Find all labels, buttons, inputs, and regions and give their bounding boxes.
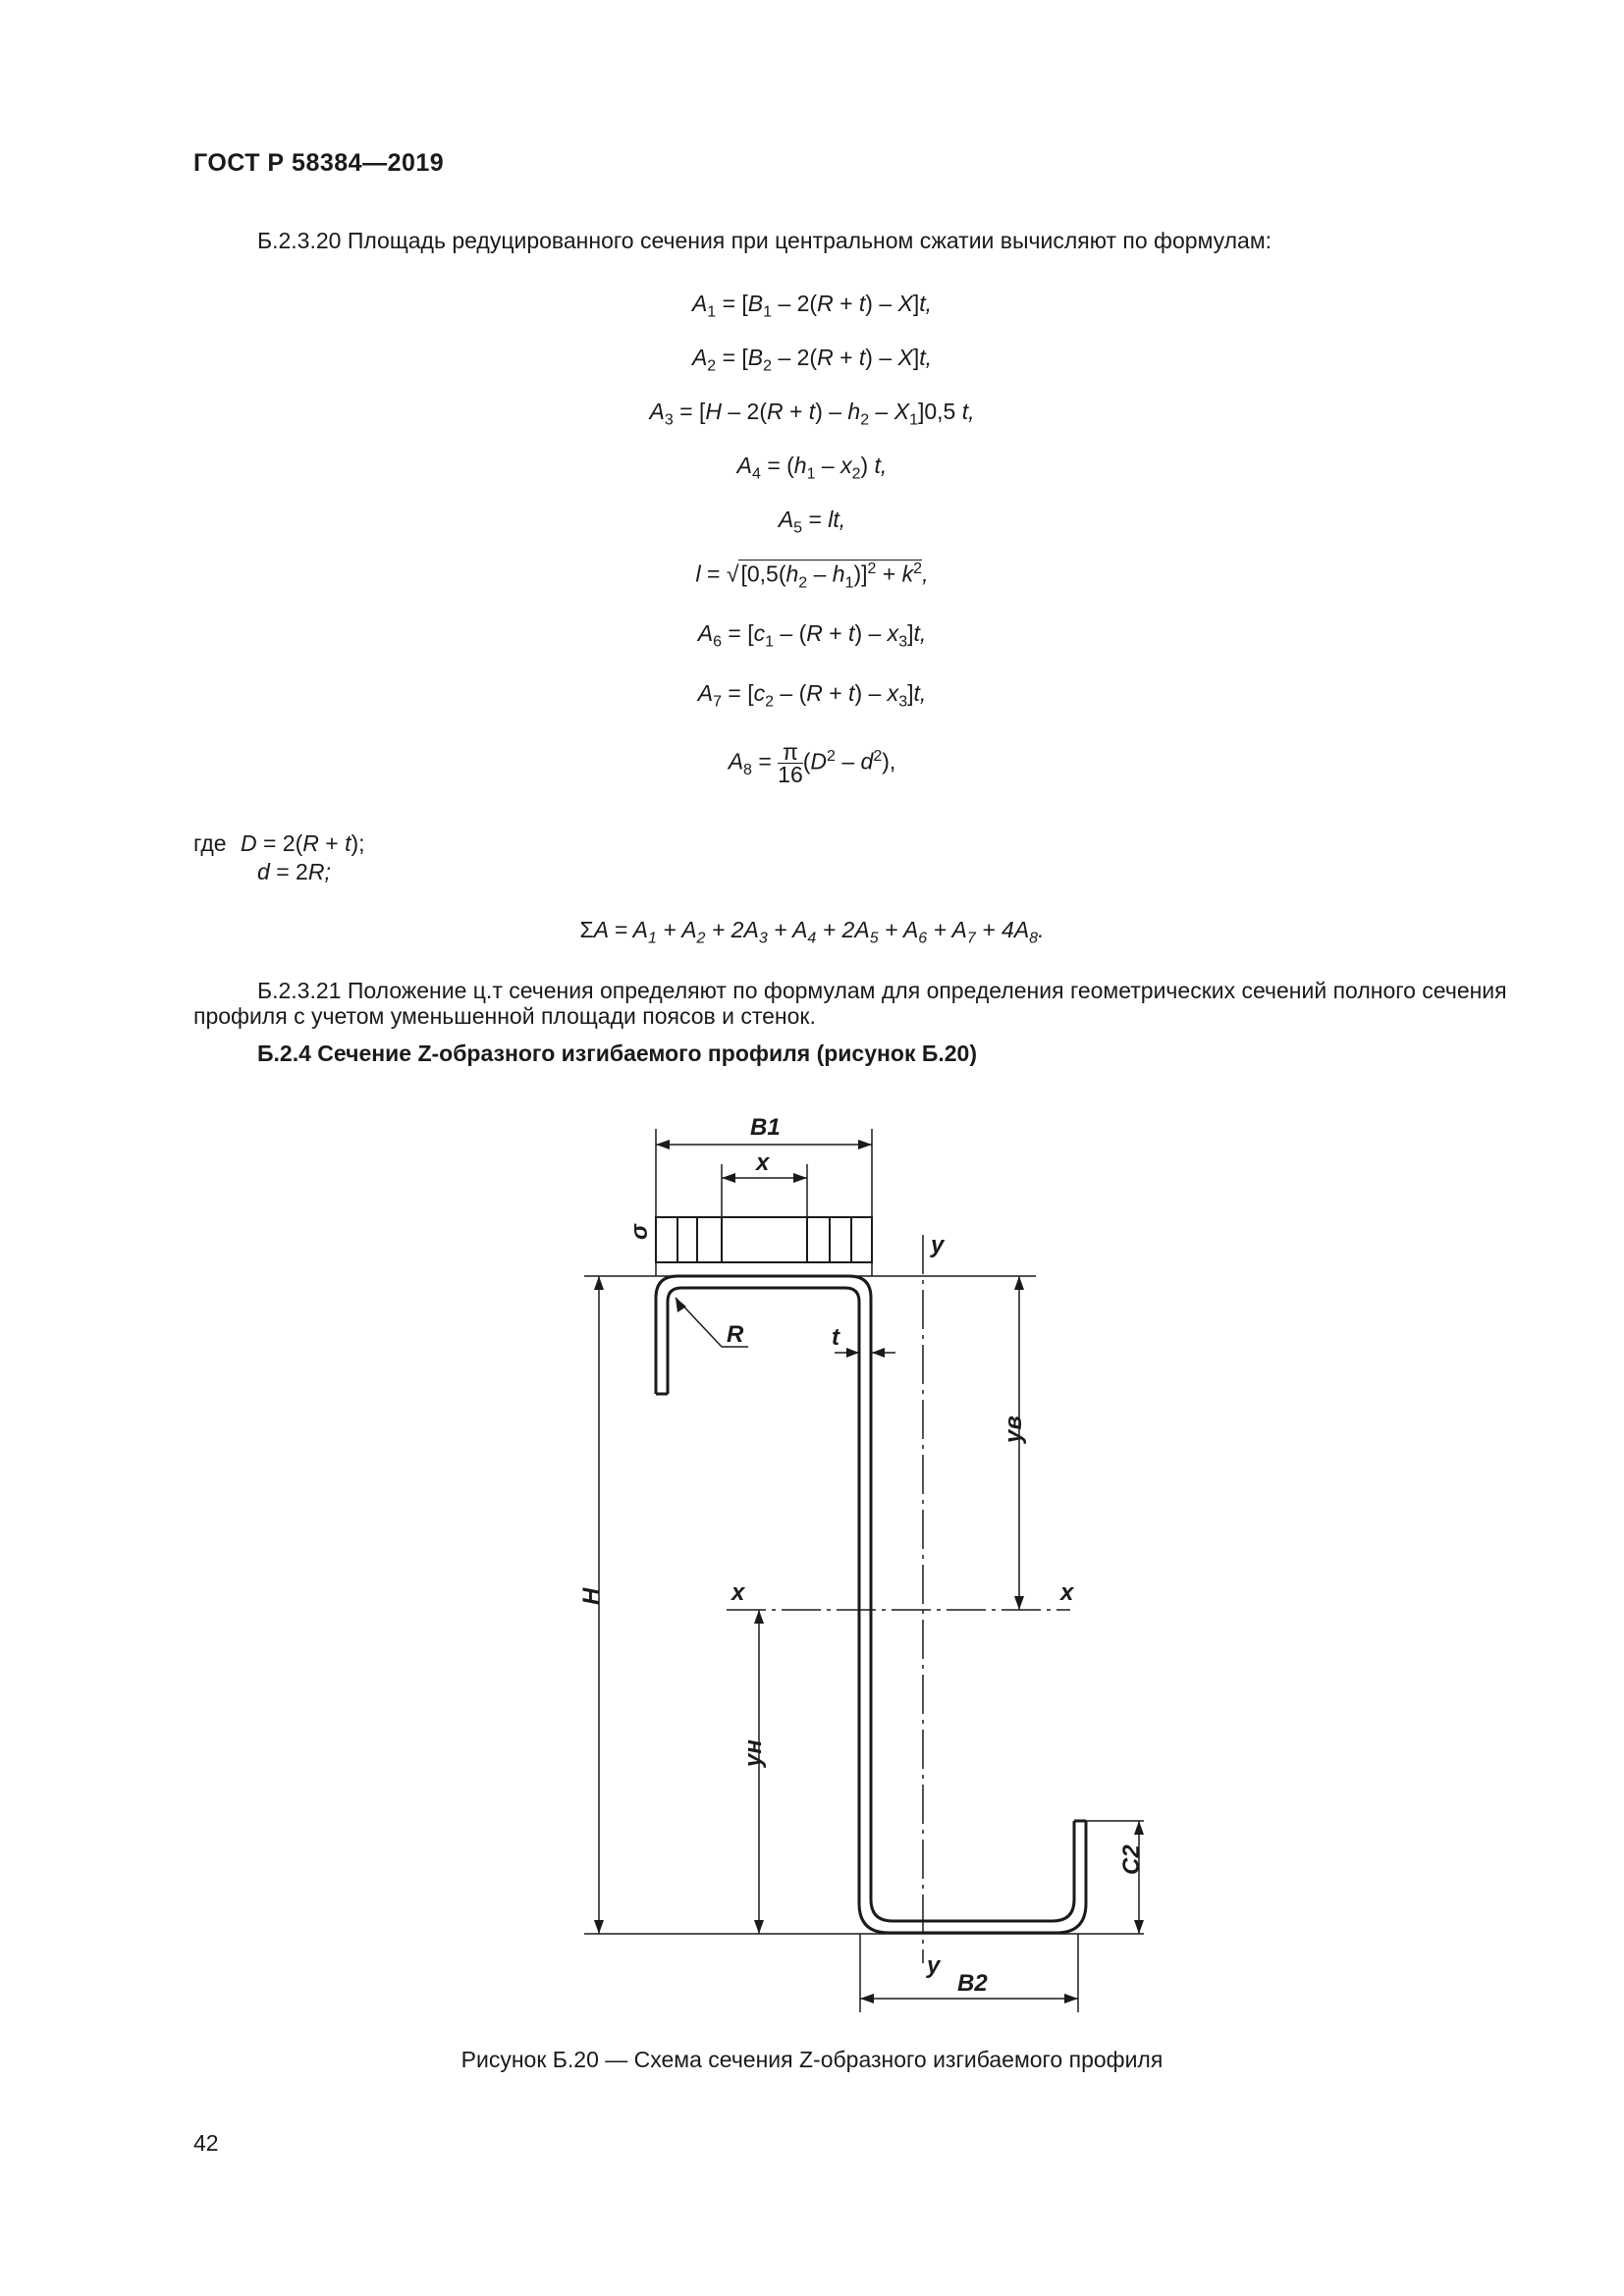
formula-a5: $A_5$ = lt,: [778, 507, 846, 537]
label-b2: B2: [957, 1970, 988, 1997]
document-header: ГОСТ Р 58384—2019: [193, 149, 445, 177]
formula-a4: $A_4 = (h_1 - x_2)$ t,: [736, 453, 888, 483]
label-b1: B1: [750, 1114, 781, 1141]
label-x-top: x: [756, 1149, 770, 1176]
figure-caption: Рисунок Б.20 — Схема сечения Z-образного изгибаемого профиля: [460, 2047, 1164, 2072]
where-d-small: d = 2R;: [257, 859, 331, 884]
label-r: R: [727, 1321, 744, 1348]
where-clause: где D = 2(R + t);: [193, 830, 365, 856]
formula-a3: $A_3 = [H - 2(R + t) - h_2 - X_1]0,5$ t,: [649, 399, 975, 429]
stress-block: [656, 1217, 872, 1262]
paragraph-b2320: Б.2.3.20 Площадь редуцированного сечения при центральном сжатии вычисляют по формулам:: [257, 228, 1272, 253]
label-t: t: [832, 1324, 839, 1351]
label-x-left: x: [731, 1579, 745, 1606]
formula-a1: $A_1 = [B_1 - 2(R + t) - X]t$,: [691, 291, 933, 321]
label-h: H: [578, 1587, 605, 1605]
formula-l: $l = √[0,5(h_2 - h_1)]^2 + k^2$,: [695, 561, 929, 592]
label-y-bottom: y: [927, 1952, 941, 1979]
formula-a2: $A_2 = [B_2 - 2(R + t) - X]t$,: [691, 345, 933, 375]
label-c2: C2: [1118, 1844, 1145, 1875]
paragraph-b2321: Б.2.3.21 Положение ц.т сечения определяют по формулам для определения геометрических сечений полного сечения профиля с учетом уменьшенной площади поясов и стенок.: [193, 978, 1507, 1029]
profile-outer: [656, 1276, 1074, 1921]
section-heading-b24: Б.2.4 Сечение Z-образного изгибаемого профиля (рисунок Б.20): [257, 1041, 978, 1066]
page-number: 42: [193, 2130, 219, 2156]
label-yv: yв: [1001, 1415, 1027, 1443]
formula-a7: $A_7 = [c_2 - (R + t) - x_3]t$,: [697, 680, 927, 711]
formula-a6: $A_6 = [c_1 - (R + t) - x_3]t$,: [697, 620, 927, 651]
label-x-right: x: [1060, 1579, 1074, 1606]
where-label: где: [193, 830, 227, 856]
formula-a8: $A_8$ = $\frac{\pi}{16}$ $(D^2 - d^2)$,: [728, 739, 896, 787]
label-yn: yн: [740, 1739, 767, 1767]
sum-formula: $\Sigma A = A_1 + A_2 + 2A_3 + A_4 + 2A_5 + A_6 + A_7 + 4A_8$.: [579, 917, 1045, 947]
label-sigma: σ: [626, 1224, 653, 1240]
label-y-top: y: [931, 1232, 945, 1258]
